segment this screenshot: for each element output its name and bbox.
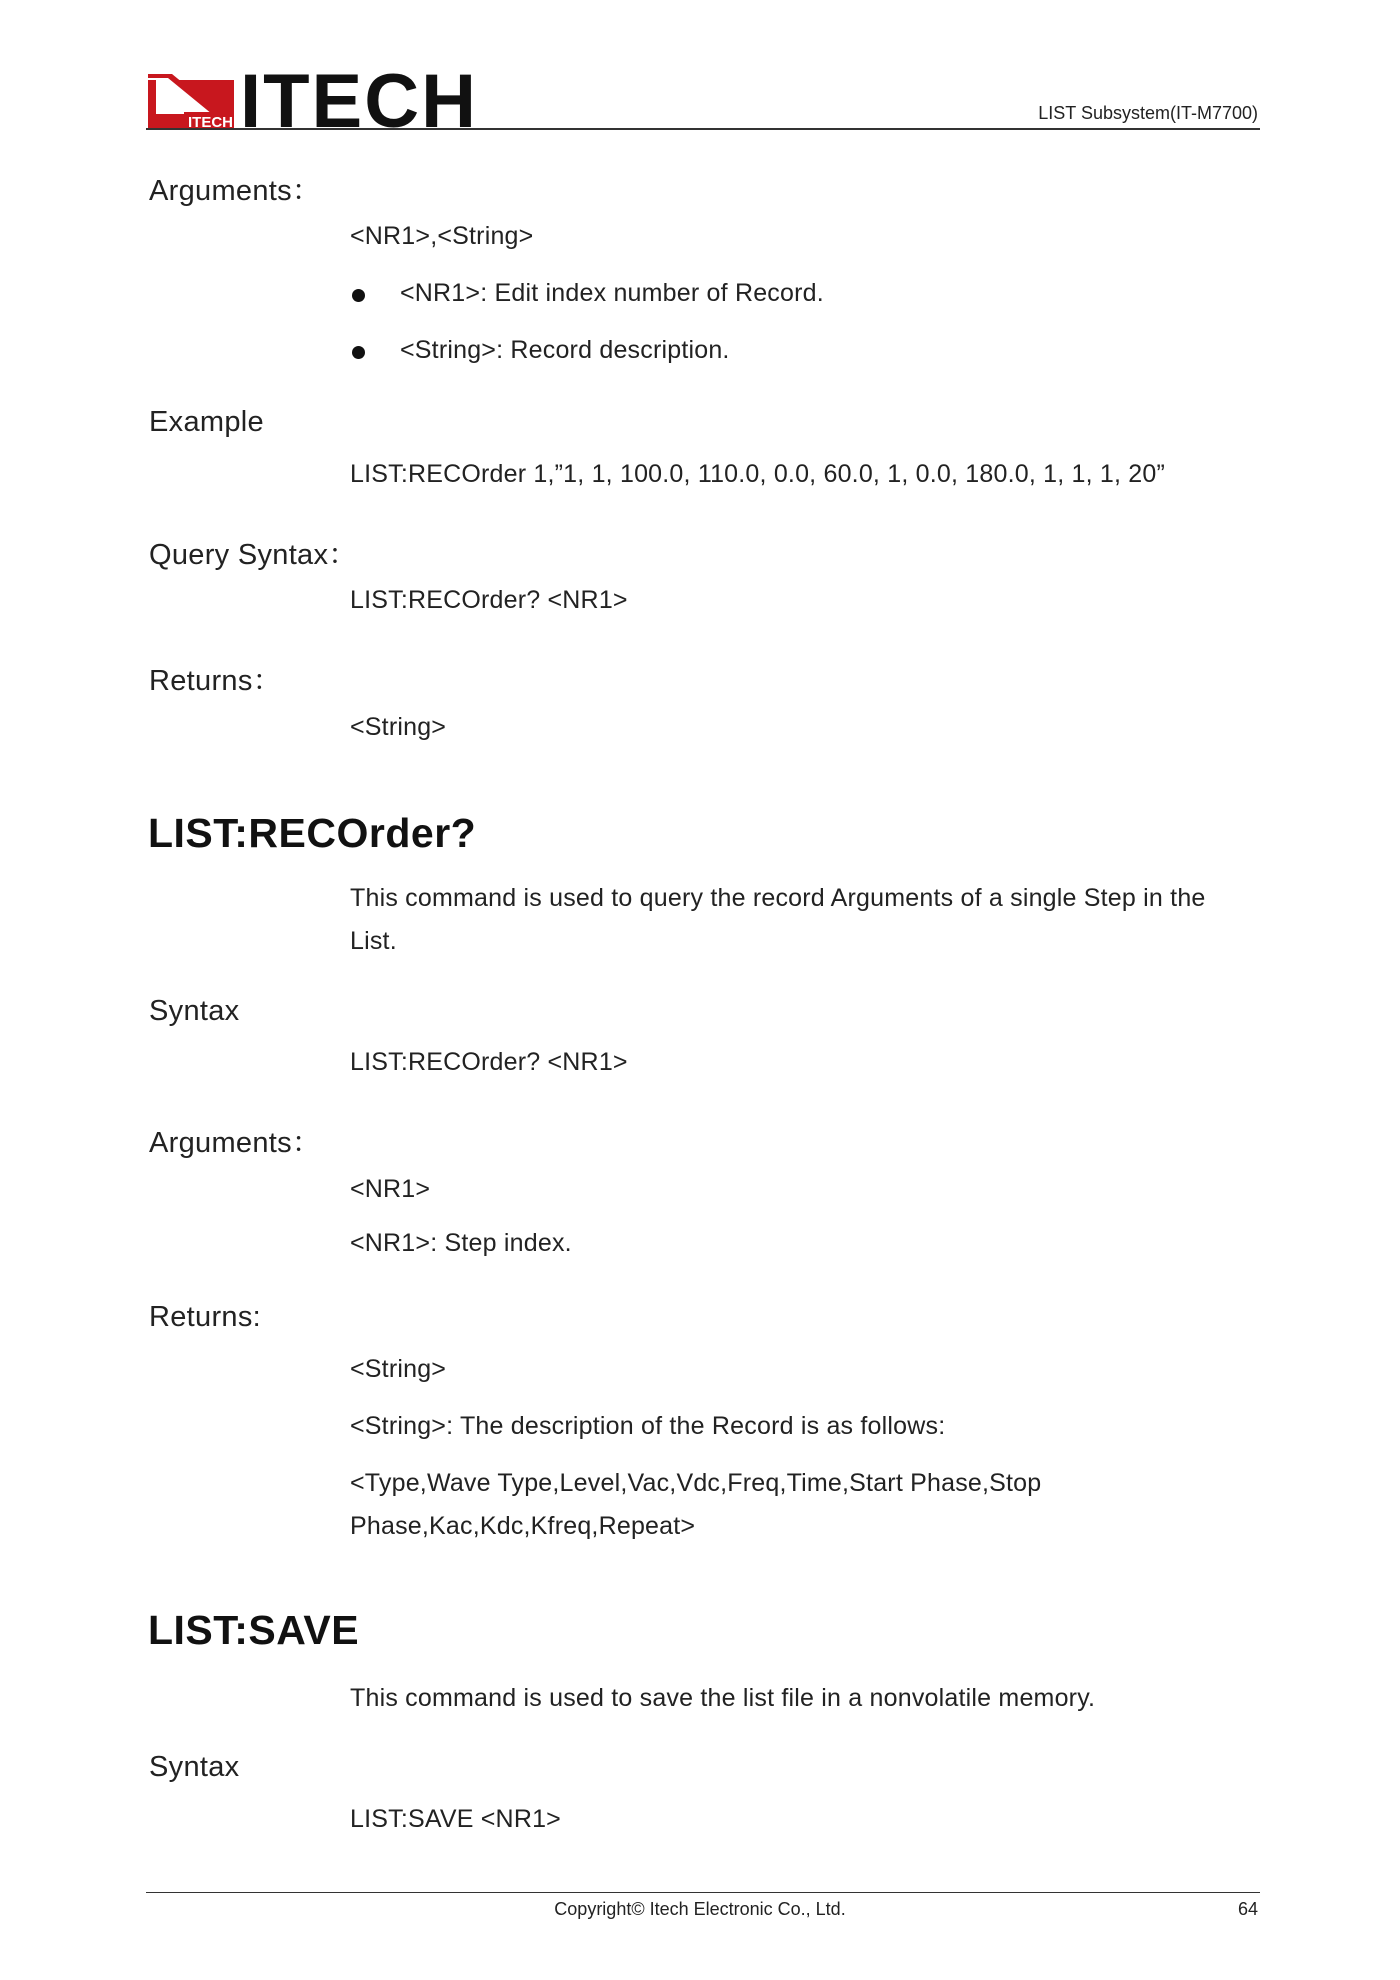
query-syntax-label: Query Syntax： [149, 539, 358, 571]
arguments-label: Arguments： [149, 1127, 322, 1159]
returns-label: Returns： [149, 665, 282, 697]
arguments-value: <NR1> [350, 1175, 431, 1203]
arguments-value: <NR1>,<String> [350, 222, 534, 250]
page-number: 64 [1237, 1899, 1258, 1919]
footer-copyright: Copyright© Itech Electronic Co., Ltd. [554, 1899, 846, 1919]
bullet-dot-icon [352, 289, 365, 302]
bullet-item: <NR1>: Edit index number of Record. [400, 279, 824, 307]
command-heading: LIST:RECOrder? [148, 810, 477, 856]
syntax-value: LIST:RECOrder? <NR1> [350, 1048, 628, 1076]
bullet-dot-icon [352, 346, 365, 359]
itech-logo [148, 59, 478, 144]
example-value: LIST:RECOrder 1,”1, 1, 100.0, 110.0, 0.0, 60.0, 1, 0.0, 180.0, 1, 1, 1, 20” [350, 460, 1166, 488]
query-syntax-value: LIST:RECOrder? <NR1> [350, 586, 628, 614]
returns-description: <String>: The description of the Record is as follows: [350, 1412, 946, 1440]
arguments-description: <NR1>: Step index. [350, 1229, 572, 1257]
itech-logo-mark-icon [148, 74, 234, 130]
returns-label: Returns: [149, 1301, 261, 1333]
header-divider [146, 128, 1260, 130]
arguments-label: Arguments： [149, 175, 322, 207]
logo-wordmark: ITECH [240, 59, 478, 144]
syntax-value: LIST:SAVE <NR1> [350, 1805, 561, 1833]
command-heading: LIST:SAVE [148, 1607, 360, 1653]
bullet-item: <String>: Record description. [400, 336, 730, 364]
command-description: This command is used to query the record Arguments of a single Step in the List. [350, 884, 1206, 955]
footer-divider [146, 1892, 1260, 1893]
example-label: Example [149, 406, 264, 438]
syntax-label: Syntax [149, 1751, 240, 1783]
section-title: LIST Subsystem(IT-M7700) [1038, 103, 1258, 123]
returns-value: <String> [350, 1355, 447, 1383]
returns-value: <String> [350, 713, 447, 741]
syntax-label: Syntax [149, 995, 240, 1027]
command-description: This command is used to save the list file in a nonvolatile memory. [350, 1684, 1096, 1712]
returns-format: <Type,Wave Type,Level,Vac,Vdc,Freq,Time,Start Phase,Stop Phase,Kac,Kdc,Kfreq,Repeat> [350, 1469, 1042, 1540]
logo-mark-text: ITECH [188, 114, 233, 130]
